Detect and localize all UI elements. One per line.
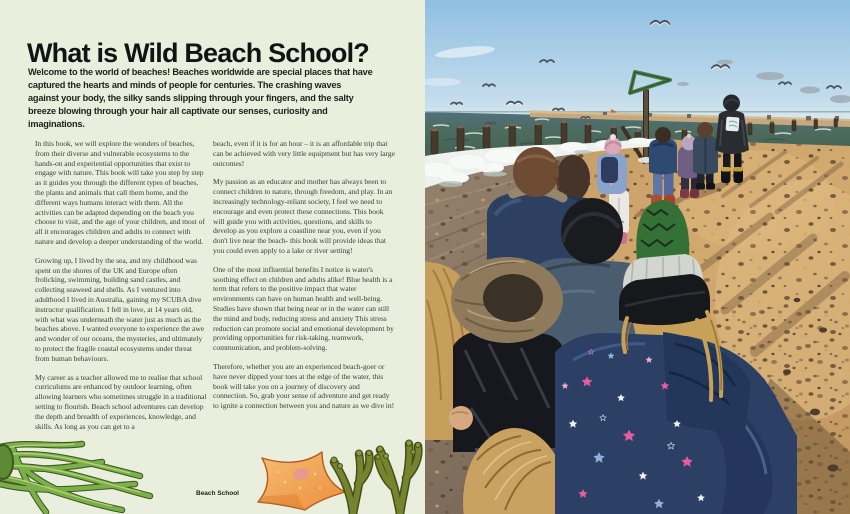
bladderwrack-illustration (331, 440, 421, 514)
paragraph: My career as a teacher allowed me to realise that school curriculums are enhanced by outdoor learning, often allowing learners who sometimes struggle in a traditional setting to flourish. Beach school adventures can develop the depth and breadth of experiences, knowledge, and skills. As long as you can get to a (35, 372, 207, 431)
string-seaweed-illustration (0, 444, 150, 512)
paragraph: Growing up, I lived by the sea, and my childhood was spent on the shores of the UK and Europe often frolicking, swimming, building sand castles, and collecting seaweed and shells. As I ventured into adulthood I lived in Australia, gaining my SCUBA dive instructor qualification. I fell in love, at 14 years old, with what was underneath the water just as much as the beaches above. I wanted everyone to experience the awe and wonder of our oceans, the mysteries, and ultimately to protect the fragile coastal ecosystems under threat from human behaviours. (35, 255, 205, 363)
paragraph: Therefore, whether you are an experienced beach-goer or have never dipped your toes at the edge of the water, this book will take you on a journey of discovery and connection. So, grab your sense of adventure and get ready to ignite a connection between you and nature as we dive in! (213, 361, 395, 411)
paragraph: One of the most influential benefits I notice is water's soothing effect on children and adults alike! Blue health is a term that refers to the positive impact that water environments can have on human health and well-being. Studies have shown that being near or in the water can still the mind and body, reducing stress and anxiety This stress reduction can promote social and emotional development by providing opportunities for risk-taking, teamwork, communication, and problem-solving. (213, 264, 394, 353)
beach-photo (425, 0, 850, 514)
intro-paragraph: Welcome to the world of beaches! Beaches worldwide are special places that have captured the hearts and minds of people for centuries. The crashing waves against your body, the silky sands slipping through your fingers, and the salty breeze blowing through your hair all captivate our senses, curiosity and imaginations. (28, 67, 373, 129)
shore-illustrations (0, 422, 425, 514)
paragraph: beach, even if it is for an hour – it is an affordable trip that can be achieved with very little equipment but has very large outcomes! (213, 139, 395, 168)
page-title: What is Wild Beach School? (27, 38, 369, 69)
right-page (425, 0, 850, 514)
body-column-right (213, 139, 396, 420)
body-column-left (35, 139, 207, 440)
paragraph: My passion as an educator and mother has always been to connect children to nature, through freedom, and play. In an increasingly technology-reliant society, I feel we need to encourage and even protect these connections. This book will guide you with activities, questions, and skills to develop as you explore a coastline near you, even if you don't live near the beach- this book will provide ideas that you could even apply to a lake or river setting! (213, 177, 393, 255)
footer-label: Beach School (196, 490, 239, 497)
paragraph: In this book, we will explore the wonders of beaches, from their diverse and vulnerable ecosystems to the hands-on and experiential opportunities that exist to engage with nature. This book will take you step by step as it guides you through the different types of beaches, the plants and animals that call them home, and the different ways humans interact with them. All the activities can be adapted depending on the beach you choose to visit, and the age of your children, and most of all it encourages children and adults to connect with nature and develop a deeper understanding of the world. (35, 139, 205, 246)
